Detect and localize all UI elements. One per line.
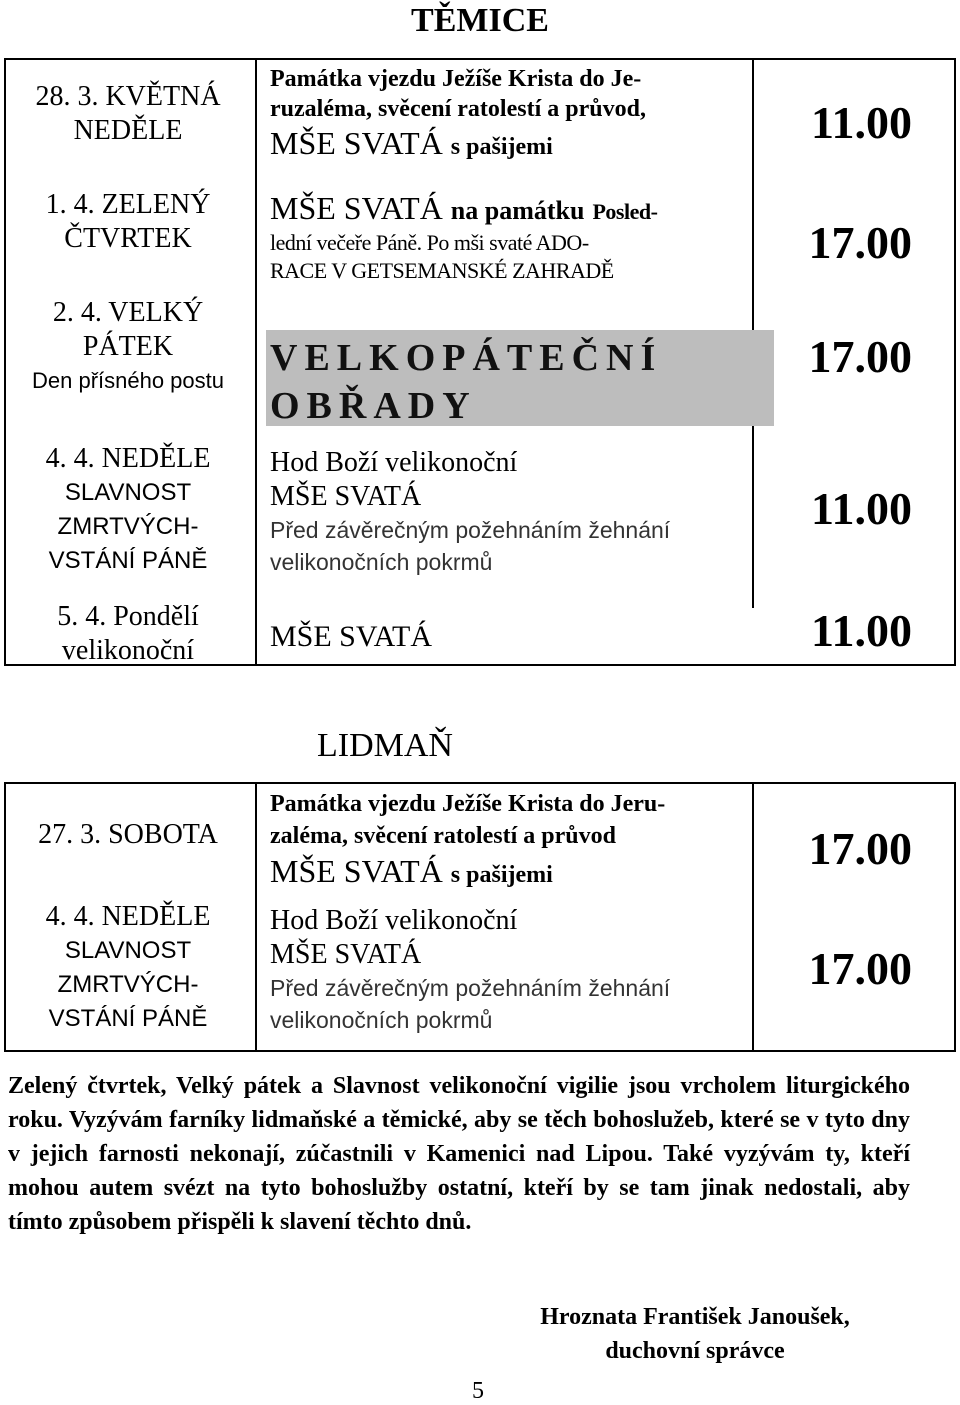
table-row: [8, 188, 248, 256]
service-time: 11.00: [811, 483, 912, 534]
service-description: [270, 904, 740, 1036]
day-label: VSTÁNÍ PÁNĚ: [48, 1005, 208, 1032]
description-line: Památka vjezdu Ježíše Krista do Je-: [270, 66, 642, 92]
mass-suffix: na památku: [450, 196, 585, 225]
mass-suffix: s pašijemi: [450, 862, 553, 888]
description-line: RACE V GETSEMANSKÉ ZAHRADĚ: [270, 258, 614, 283]
table-row: [8, 296, 248, 398]
day-label: 1. 4. ZELENÝ: [45, 189, 211, 220]
day-label: VSTÁNÍ PÁNĚ: [48, 547, 208, 574]
service-time: 17.00: [808, 217, 912, 268]
table-divider: [752, 782, 754, 1052]
service-time: 17.00: [808, 331, 912, 382]
description-line: zaléma, svěcení ratolestí a průvod: [270, 823, 616, 849]
day-label: SLAVNOST: [64, 479, 192, 506]
description-line: ruzaléma, svěcení ratolestí a průvod,: [270, 96, 646, 122]
table-divider: [255, 782, 257, 1052]
announcement-paragraph: Zelený čtvrtek, Velký pátek a Slavnost velikonoční vigilie jsou vrcholem liturgického roku. Vyzývám farníky lidmaňské a těmické, aby se těch bohoslužeb, které se v tyto dny v jejich farnosti nekonají, zúčastnili v Kamenici nad Lipou. Také vyzývám ty, kteří mohou autem svézt na tyto bohoslužby ostatní, kteří by se tam jinak nedostali, aby tímto způsobem přispěli k slavení těchto dnů.: [8, 1073, 910, 1235]
description-line: Památka vjezdu Ježíše Krista do Jeru-: [270, 791, 666, 817]
service-time: 11.00: [811, 97, 912, 148]
table-row: [8, 600, 248, 668]
signature-role: duchovní správce: [605, 1338, 785, 1364]
description-line: lední večeře Páně. Po mši svaté ADO-: [270, 230, 589, 255]
mass-label: MŠE SVATÁ: [270, 853, 443, 889]
description-line: Hod Boží velikonoční: [270, 447, 518, 478]
day-label: 4. 4. NEDĚLE: [45, 443, 211, 474]
day-label: ČTVRTEK: [64, 223, 192, 254]
section-title-lidman: LIDMAŇ: [317, 727, 453, 764]
service-description: [270, 446, 740, 578]
page-number: 5: [472, 1378, 484, 1404]
description-line: Před závěrečným požehnáním žehnání: [270, 975, 671, 1001]
mass-label: MŠE SVATÁ: [270, 620, 432, 653]
day-label: 5. 4. Pondělí: [57, 601, 199, 632]
rite-line: VELKOPÁTEČNÍ: [270, 337, 663, 379]
day-label: ZMRTVÝCH-: [57, 971, 199, 998]
description-line: velikonočních pokrmů: [270, 549, 493, 575]
table-row: [8, 900, 248, 1036]
day-label: NEDĚLE: [73, 115, 183, 146]
table-divider: [255, 58, 257, 666]
day-note: Den přísného postu: [31, 368, 225, 393]
day-label: ZMRTVÝCH-: [57, 513, 199, 540]
service-description: [270, 788, 740, 890]
signature: [510, 1300, 880, 1368]
section-title-temice: TĚMICE: [411, 2, 549, 39]
rite-title: [270, 334, 662, 430]
service-time: 17.00: [808, 823, 912, 874]
description-line: Posled-: [592, 199, 658, 224]
rite-line: OBŘADY: [270, 385, 477, 427]
mass-label: MŠE SVATÁ: [270, 190, 443, 226]
table-row: [8, 818, 248, 852]
service-description: [270, 190, 740, 285]
table-row: [8, 80, 248, 148]
service-time: 17.00: [808, 943, 912, 994]
description-line: Hod Boží velikonoční: [270, 905, 518, 936]
service-time: 11.00: [811, 605, 912, 656]
mass-label: MŠE SVATÁ: [270, 481, 422, 512]
day-label: velikonoční: [61, 635, 195, 666]
table-row: [8, 442, 248, 578]
description-line: Před závěrečným požehnáním žehnání: [270, 517, 671, 543]
day-label: 27. 3. SOBOTA: [38, 819, 218, 850]
day-label: 2. 4. VELKÝ: [52, 297, 204, 328]
day-label: 4. 4. NEDĚLE: [45, 901, 211, 932]
mass-suffix: s pašijemi: [450, 134, 553, 160]
day-label: PÁTEK: [82, 331, 174, 362]
service-description: [270, 64, 740, 162]
description-line: velikonočních pokrmů: [270, 1007, 493, 1033]
day-label: SLAVNOST: [64, 937, 192, 964]
day-label: 28. 3. KVĚTNÁ: [35, 81, 221, 112]
signature-name: Hroznata František Janoušek,: [540, 1304, 850, 1330]
mass-label: MŠE SVATÁ: [270, 125, 443, 161]
mass-label: MŠE SVATÁ: [270, 939, 422, 970]
